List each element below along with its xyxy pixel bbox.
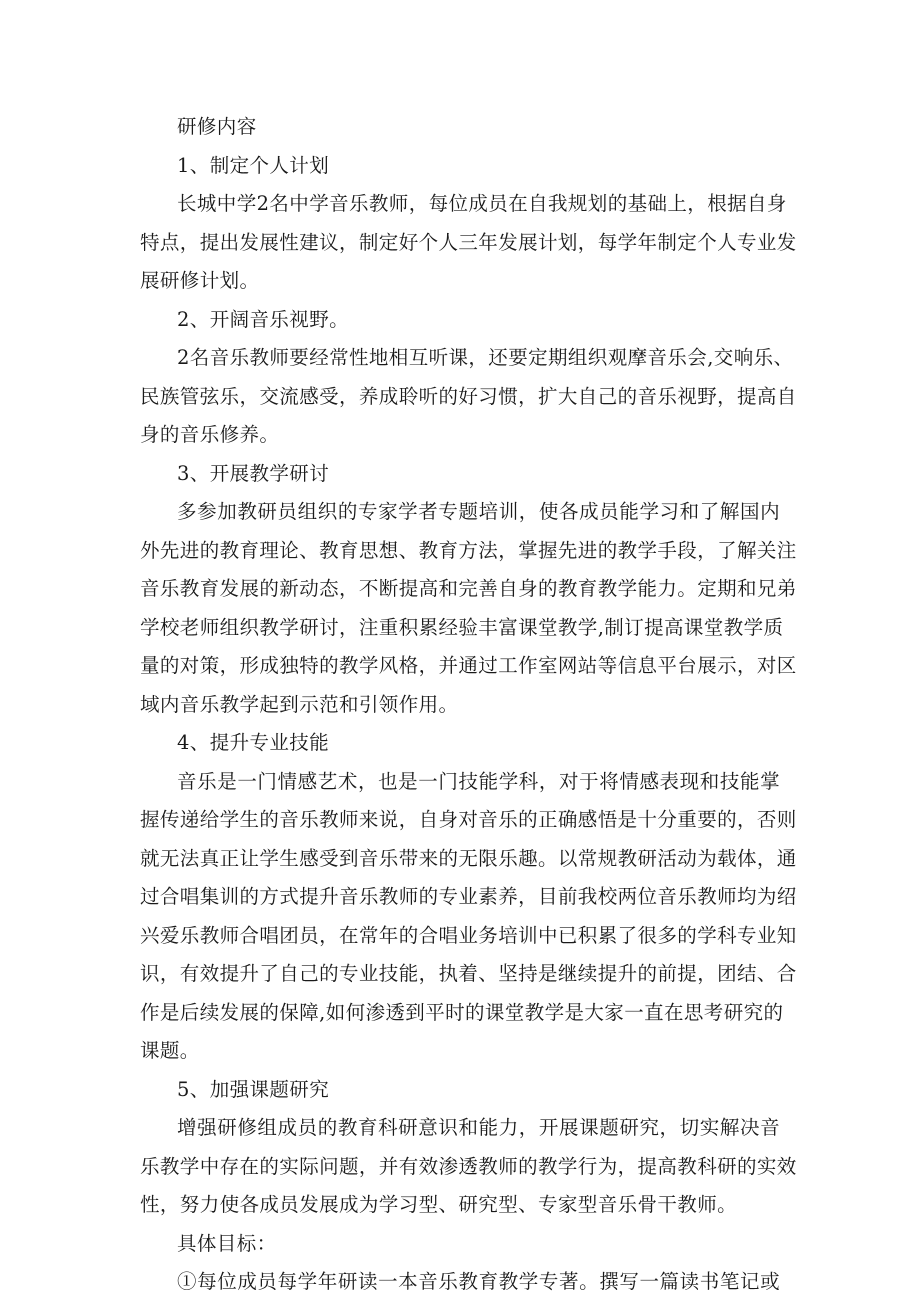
- paragraph-line: 性，努力使各成员发展成为学习型、研究型、专家型音乐骨干教师。: [140, 1193, 738, 1216]
- paragraph-line: 2名音乐教师要经常性地相互听课，还要定期组织观摩音乐会,交响乐、: [177, 346, 794, 369]
- paragraph-line: 音乐是一门情感艺术，也是一门技能学科，对于将情感表现和技能掌: [177, 769, 780, 793]
- paragraph-line: 音乐教育发展的新动态，不断提高和完善自身的教育教学能力。定期和兄弟: [140, 577, 797, 600]
- item-heading-5: 5、加强课题研究: [177, 1077, 330, 1101]
- paragraph-line: 课题。: [140, 1039, 200, 1062]
- goal-item-1: ①每位成员每学年研读一本音乐教育教学专著。撰写一篇读书笔记或: [177, 1270, 780, 1293]
- document-body: [140, 108, 797, 1302]
- paragraph-line: 作是后续发展的保障,如何渗透到平时的课堂教学是大家一直在思考研究的: [140, 1000, 784, 1024]
- paragraph-line: 多参加教研员组织的专家学者专题培训，使各成员能学习和了解国内: [177, 500, 780, 523]
- paragraph-line: 学校老师组织教学研讨，注重积累经验丰富课堂教学,制订提高课堂教学质: [140, 615, 784, 639]
- paragraph-line: 域内音乐教学起到示范和引领作用。: [140, 692, 459, 716]
- paragraph-line: 长城中学2名中学音乐教师，每位成员在自我规划的基础上，根据自身: [177, 192, 787, 215]
- paragraph-line: 识，有效提升了自己的专业技能，执着、坚持是继续提升的前提，团结、合: [140, 962, 797, 985]
- item-heading-2: 2、开阔音乐视野。: [177, 307, 350, 331]
- paragraph-line: 量的对策，形成独特的教学风格，并通过工作室网站等信息平台展示，对区: [140, 654, 797, 677]
- paragraph-line: 兴爱乐教师合唱团员，在常年的合唱业务培训中已积累了很多的学科专业知: [140, 923, 797, 947]
- paragraph-line: 就无法真正让学生感受到音乐带来的无限乐趣。以常规教研活动为载体，通: [140, 846, 797, 870]
- paragraph-line: 握传递给学生的音乐教师来说，自身对音乐的正确感悟是十分重要的，否则: [140, 808, 797, 831]
- section-heading: 研修内容: [177, 115, 257, 138]
- paragraph-line: 展研修计划。: [140, 269, 260, 292]
- paragraph-line: 民族管弦乐，交流感受，养成聆听的好习惯，扩大自己的音乐视野，提高自: [140, 384, 797, 408]
- paragraph-line: 乐教学中存在的实际问题，并有效渗透教师的教学行为，提高教科研的实效: [140, 1154, 797, 1178]
- paragraph-line: 增强研修组成员的教育科研意识和能力，开展课题研究，切实解决音: [177, 1116, 780, 1139]
- paragraph-line: 特点，提出发展性建议，制定好个人三年发展计划，每学年制定个人专业发: [140, 230, 797, 254]
- goals-heading: 具体目标：: [177, 1231, 277, 1255]
- item-heading-1: 1、制定个人计划: [177, 153, 330, 177]
- paragraph-line: 过合唱集训的方式提升音乐教师的专业素养，目前我校两位音乐教师均为绍: [140, 885, 797, 908]
- item-heading-4: 4、提升专业技能: [177, 731, 330, 754]
- paragraph-line: 身的音乐修养。: [140, 423, 280, 446]
- paragraph-line: 外先进的教育理论、教育思想、教育方法，掌握先进的教学手段，了解关注: [140, 538, 797, 562]
- item-heading-3: 3、开展教学研讨: [177, 461, 330, 485]
